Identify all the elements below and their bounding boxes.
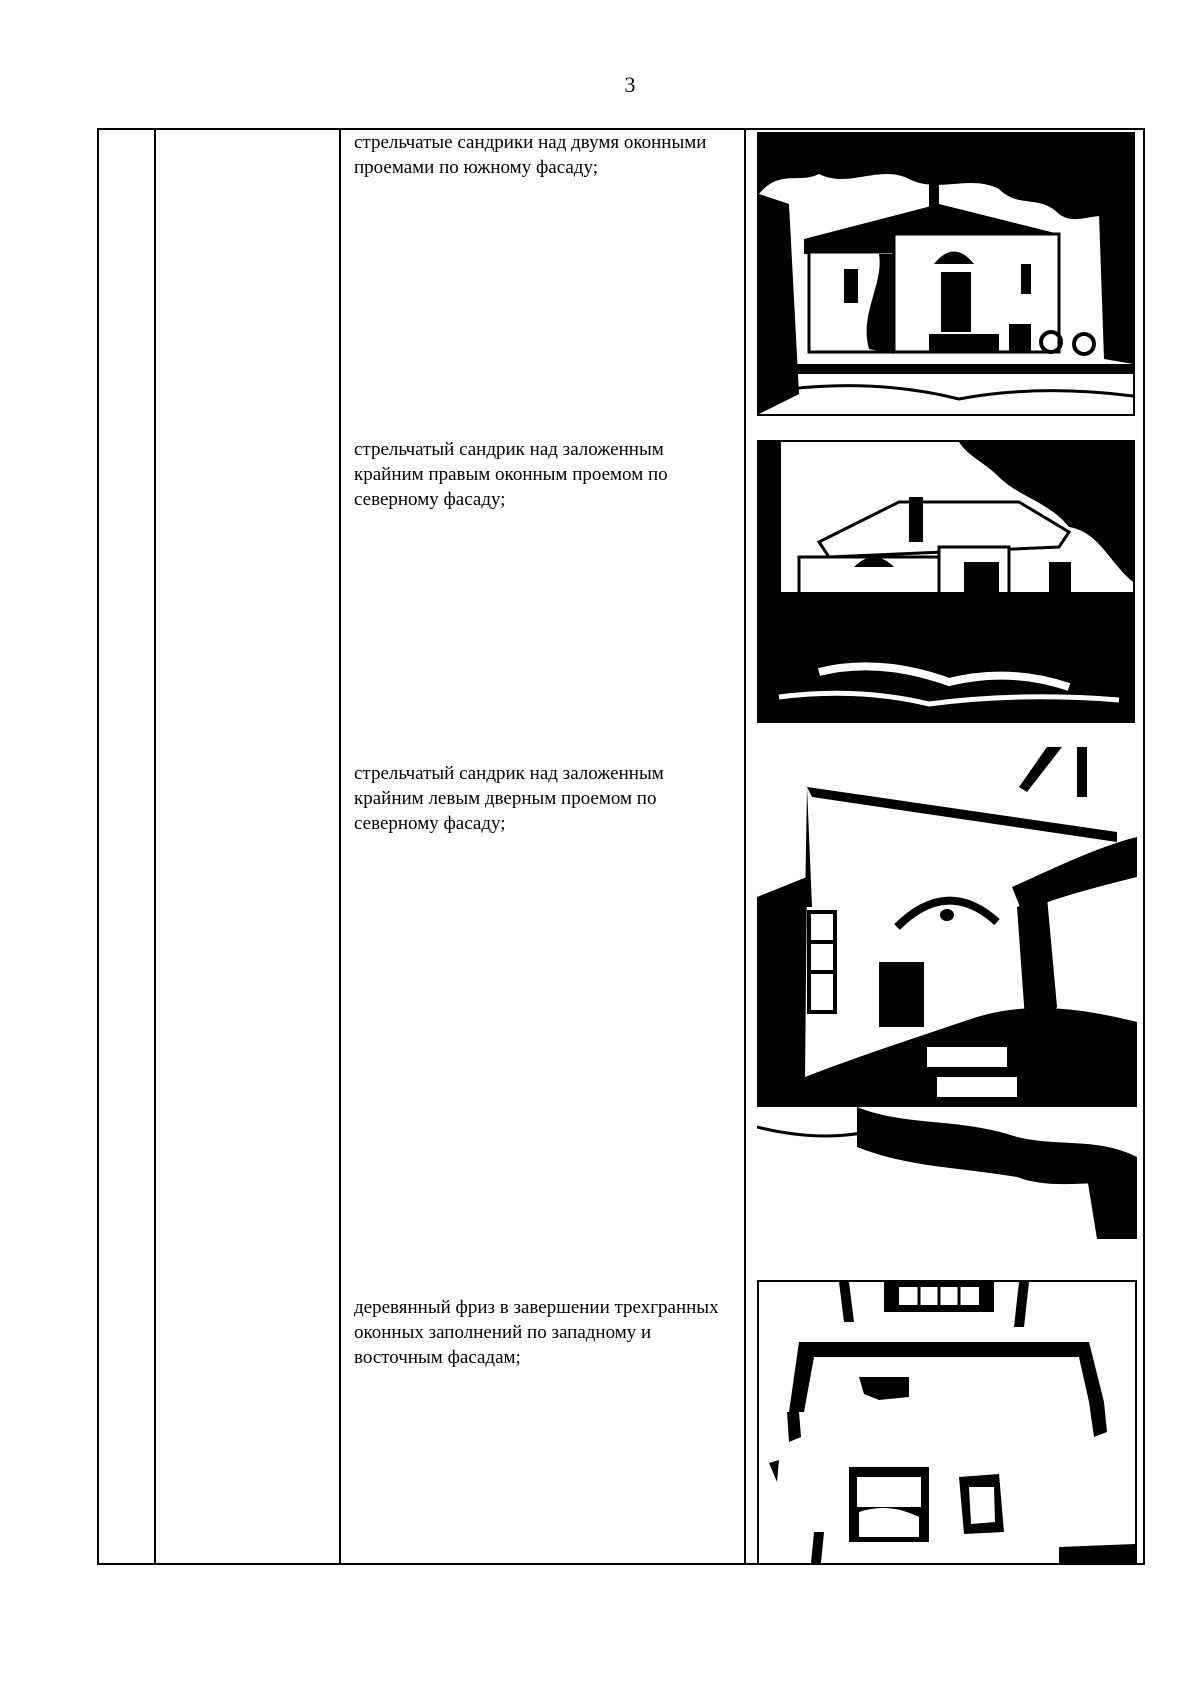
building-south-facade-photo xyxy=(757,132,1135,416)
column-divider xyxy=(744,130,746,1563)
document-table xyxy=(97,128,1145,1565)
north-facade-door-photo xyxy=(757,747,1137,1239)
page-number: 3 xyxy=(624,72,636,97)
row-description: стрельчатые сандрики над двумя оконными проемами по южному фасаду; xyxy=(354,132,707,178)
row-description: стрельчатый сандрик над заложенным крайним левым дверным проемом по северному фасаду; xyxy=(354,763,664,834)
column-divider xyxy=(339,130,341,1563)
window-frieze-photo xyxy=(757,1280,1137,1565)
row-description: деревянный фриз в завершении трехгранных оконных заполнений по западному и восточным фасадам; xyxy=(354,1297,719,1368)
building-north-facade-photo xyxy=(757,440,1135,723)
column-divider xyxy=(154,130,156,1563)
row-description: стрельчатый сандрик над заложенным крайним правым оконным проемом по северному фасаду; xyxy=(354,439,668,510)
